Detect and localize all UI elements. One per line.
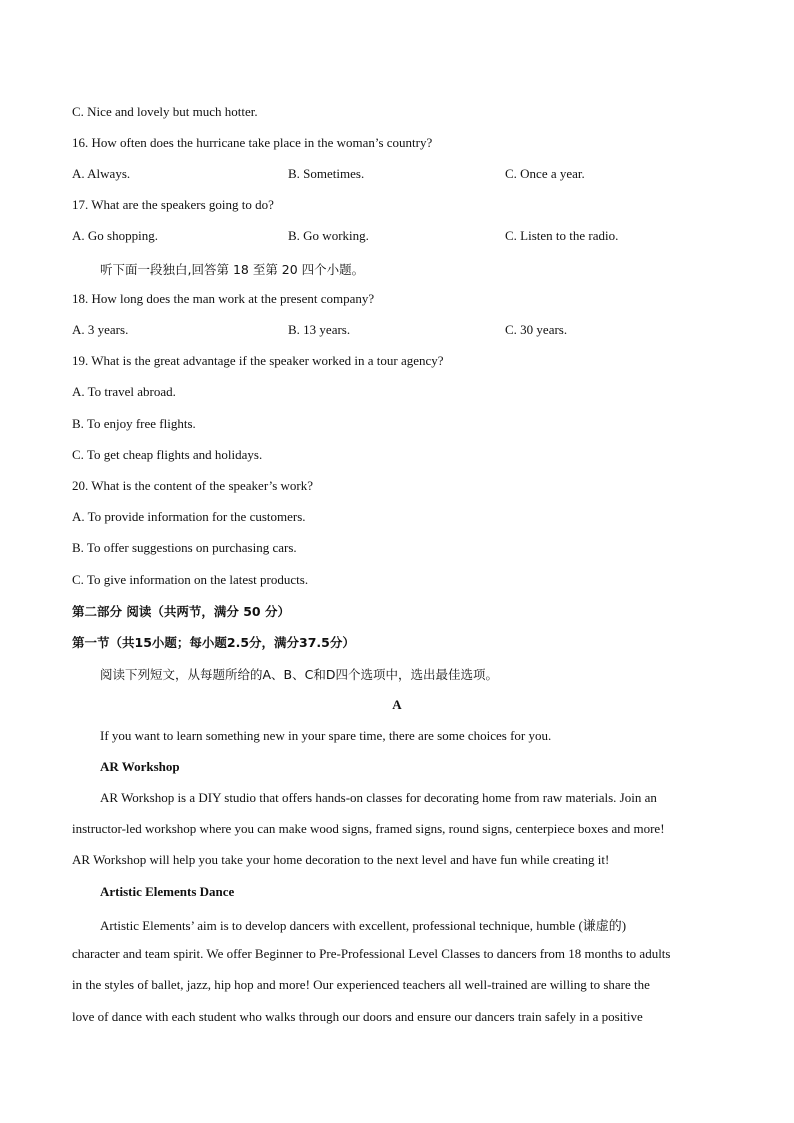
ar-paragraph-line: AR Workshop will help you take your home decoration to the next level and have fun while creating it! (72, 852, 610, 867)
q20-option-a: A. To provide information for the customers. (72, 509, 306, 524)
q19-option-c: C. To get cheap flights and holidays. (72, 447, 263, 462)
dance-paragraph-line: character and team spirit. We offer Beginner to Pre-Professional Level Classes to dancers from 18 months to adults (72, 946, 671, 961)
dance-paragraph-line: in the styles of ballet, jazz, hip hop and more! Our experienced teachers all well-trained are willing to share the (72, 977, 650, 992)
q18-option-b: B. 13 years. (288, 322, 351, 337)
q16-option-c: C. Once a year. (505, 166, 585, 181)
q20-option-b: B. To offer suggestions on purchasing cars. (72, 540, 297, 555)
ar-paragraph-line: instructor-led workshop where you can make wood signs, framed signs, round signs, centerpiece boxes and more! (72, 821, 665, 836)
q17-option-c: C. Listen to the radio. (505, 228, 619, 243)
q16-option-a: A. Always. (72, 166, 131, 181)
dance-paragraph-line: Artistic Elements’ aim is to develop dancers with excellent, professional technique, humble (谦虚的) (100, 918, 627, 933)
q19-question: 19. What is the great advantage if the speaker worked in a tour agency? (72, 353, 444, 368)
q17-option-b: B. Go working. (288, 228, 369, 243)
q19-option-a: A. To travel abroad. (72, 384, 176, 399)
section1-heading: 第一节（共15小题；每小题2.5分，满分37.5分） (72, 635, 355, 650)
monologue-instruction: 听下面一段独白,回答第 18 至第 20 四个小题。 (100, 262, 365, 277)
q18-question: 18. How long does the man work at the present company? (72, 291, 375, 306)
q16-option-b: B. Sometimes. (288, 166, 365, 181)
q17-option-a: A. Go shopping. (72, 228, 158, 243)
q18-option-c: C. 30 years. (505, 322, 568, 337)
passage-letter: A (392, 697, 402, 712)
q16-question: 16. How often does the hurricane take place in the woman’s country? (72, 135, 433, 150)
reading-instruction: 阅读下列短文，从每题所给的A、B、C和D四个选项中，选出最佳选项。 (100, 667, 498, 682)
part2-heading: 第二部分 阅读（共两节，满分 50 分） (72, 604, 290, 619)
dance-title: Artistic Elements Dance (100, 884, 235, 899)
dance-paragraph-line: love of dance with each student who walks through our doors and ensure our dancers train safely in a positive (72, 1009, 643, 1024)
q15-option-c: C. Nice and lovely but much hotter. (72, 104, 258, 119)
q19-option-b: B. To enjoy free flights. (72, 416, 196, 431)
ar-paragraph-line: AR Workshop is a DIY studio that offers hands-on classes for decorating home from raw materials. Join an (100, 790, 657, 805)
q20-option-c: C. To give information on the latest products. (72, 572, 309, 587)
ar-workshop-title: AR Workshop (100, 759, 180, 774)
passage-intro: If you want to learn something new in your spare time, there are some choices for you. (100, 728, 552, 743)
q17-question: 17. What are the speakers going to do? (72, 197, 274, 212)
q20-question: 20. What is the content of the speaker’s work? (72, 478, 314, 493)
q18-option-a: A. 3 years. (72, 322, 129, 337)
